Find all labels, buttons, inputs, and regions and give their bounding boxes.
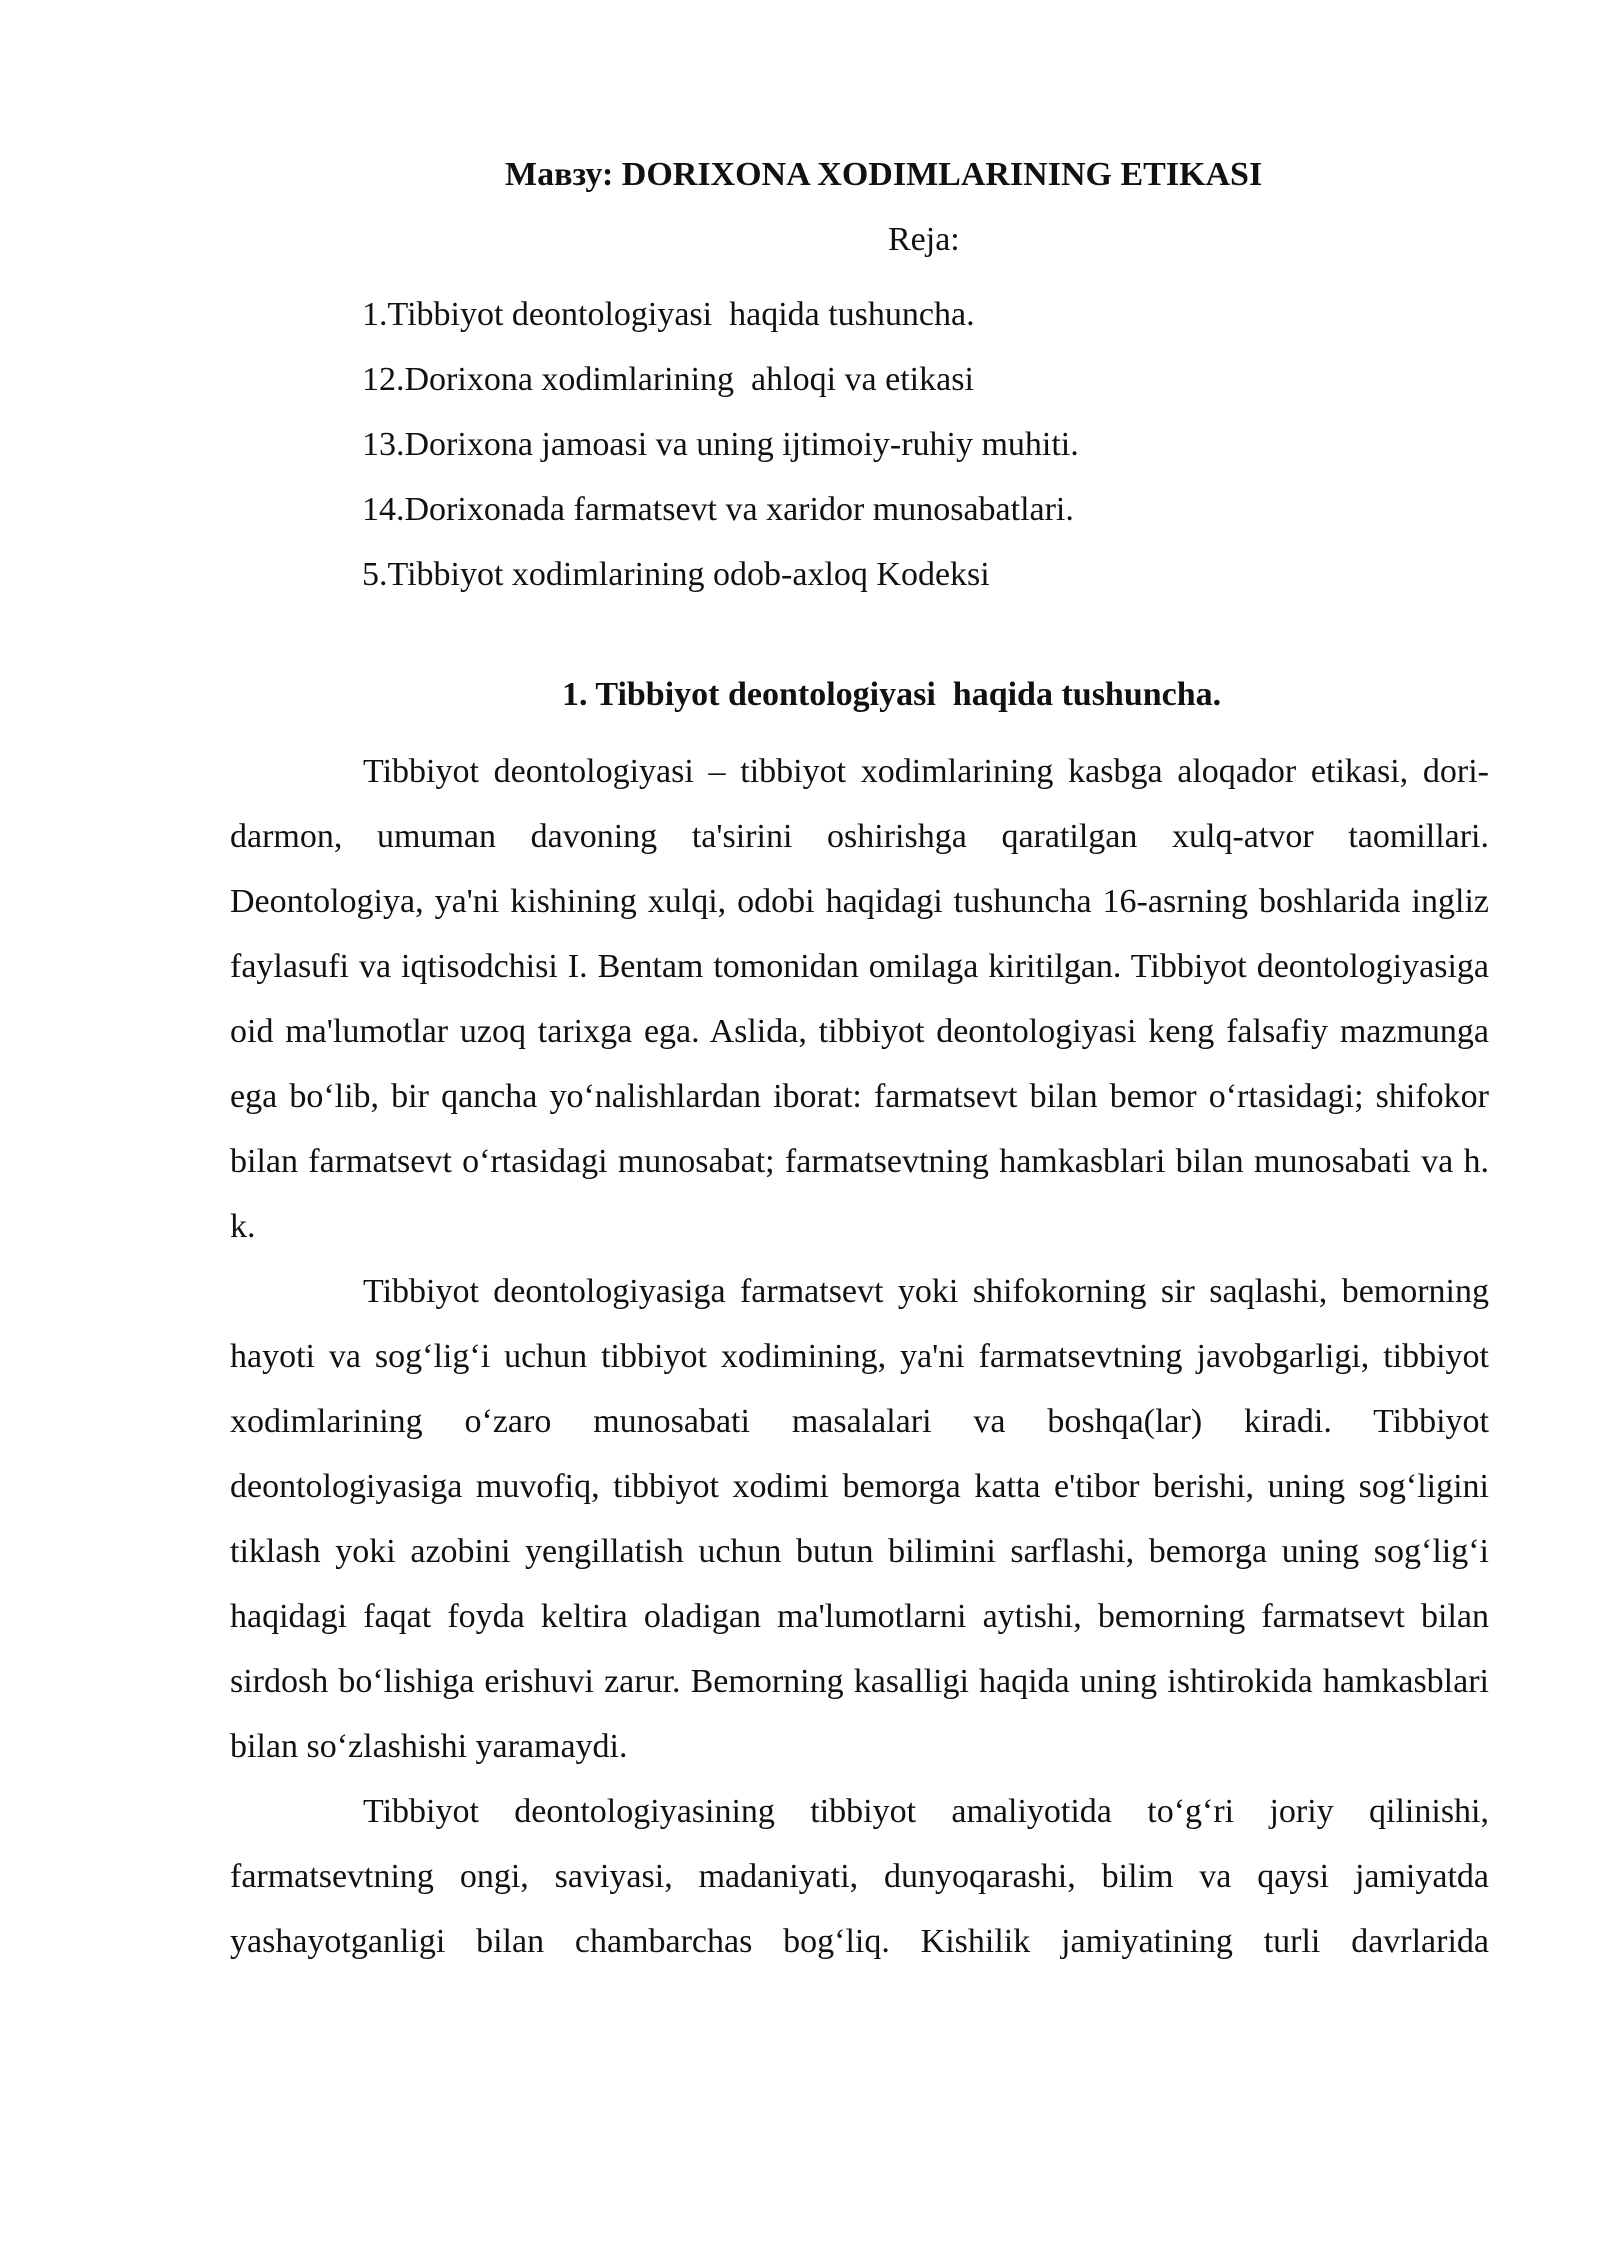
section-heading: 1. Tibbiyot deontologiyasi haqida tushuncha. [562, 676, 1222, 713]
paragraph: Tibbiyot deontologiyasi – tibbiyot xodimlarining kasbga aloqador etikasi, dori-darmon, umuman davoning ta'sirini oshirishga qaratilgan xulq-atvor taomillari. Deontologiya, ya'ni kishining xulqi, odobi haqidagi tushuncha 16-asrning boshlarida ingliz faylasufi va iqtisodchisi I. Bentam tomonidan omilaga kiritilgan. Tibbiyot deontologiyasiga oid ma'lumotlar uzoq tarixga ega. Aslida, tibbiyot deontologiyasi keng falsafiy mazmunga ega bo‘lib, bir qancha yo‘nalishlardan iborat: farmatsevt bilan bemor o‘rtasidagi; shifokor bilan farmatsevt o‘rtasidagi munosabat; farmatsevtning hamkasblari bilan munosabati va h. k. [230, 753, 1489, 1245]
plan-item: 5.Tibbiyot xodimlarining odob-axloq Kodeksi [362, 556, 990, 593]
body-text [230, 739, 1489, 1974]
document-title: Мавзу: DORIXONA XODIMLARINING ETIKASI [505, 156, 1263, 193]
paragraph: Tibbiyot deontologiyasining tibbiyot amaliyotida to‘g‘ri joriy qilinishi, farmatsevtning ongi, saviyasi, madaniyati, dunyoqarashi, bilim va qaysi jamiyatda yashayotganligi bilan chambarchas bog‘liq. Kishilik jamiyatining turli davrlarida [230, 1793, 1489, 1960]
plan-item: 12.Dorixona xodimlarining ahloqi va etikasi [362, 361, 974, 398]
paragraph: Tibbiyot deontologiyasiga farmatsevt yoki shifokorning sir saqlashi, bemorning hayoti va sog‘lig‘i uchun tibbiyot xodimining, ya'ni farmatsevtning javobgarligi, tibbiyot xodimlarining o‘zaro munosabati masalalari va boshqa(lar) kiradi. Tibbiyot deontologiyasiga muvofiq, tibbiyot xodimi bemorga katta e'tibor berishi, uning sog‘ligini tiklash yoki azobini yengillatish uchun butun bilimini sarflashi, bemorga uning sog‘lig‘i haqidagi faqat foyda keltira oladigan ma'lumotlarni aytishi, bemorning farmatsevt bilan sirdosh bo‘lishiga erishuvi zarur. Bemorning kasalligi haqida uning ishtirokida hamkasblari bilan so‘zlashishi yaramaydi. [230, 1273, 1489, 1765]
plan-list [362, 282, 1079, 607]
plan-item: 13.Dorixona jamoasi va uning ijtimoiy-ruhiy muhiti. [362, 426, 1079, 463]
plan-item: 14.Dorixonada farmatsevt va xaridor munosabatlari. [362, 491, 1074, 528]
plan-item: 1.Tibbiyot deontologiyasi haqida tushuncha. [362, 296, 975, 333]
plan-label: Reja: [888, 221, 960, 258]
